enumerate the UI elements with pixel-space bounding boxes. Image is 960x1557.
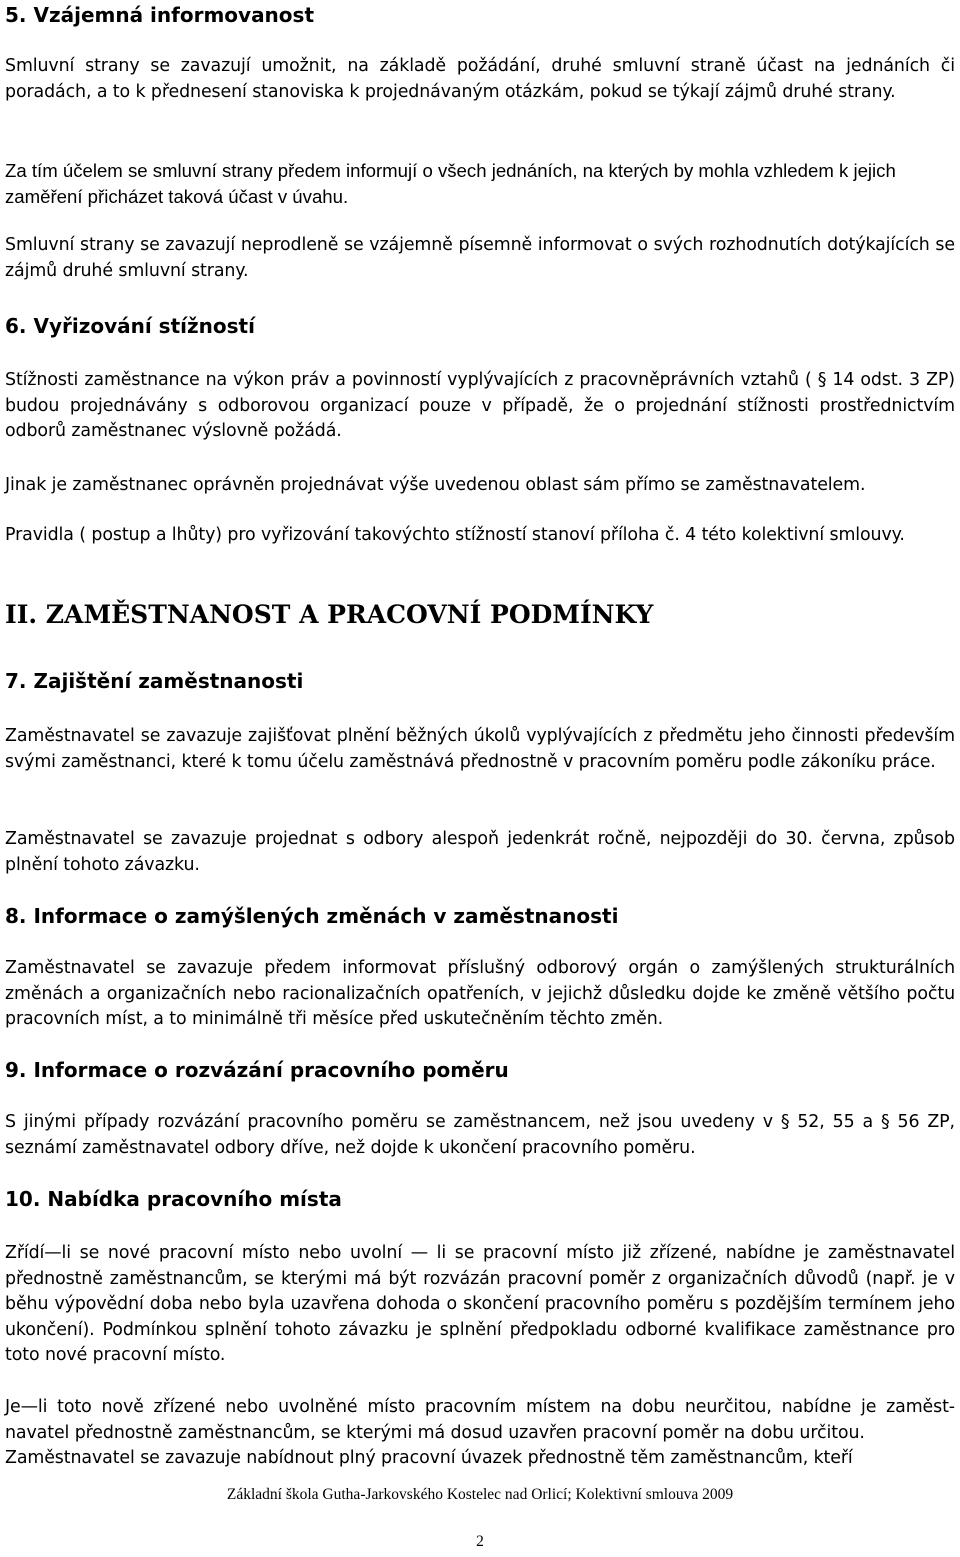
section-9-heading: 9. Informace o rozvázání pracovního poměru bbox=[5, 1058, 509, 1082]
section-7-paragraph-1: Zaměstnavatel se zavazuje zajišťovat plnění běžných úkolů vyplývajících z předmětu jeho činnosti především svými zaměstnanci, které k tomu účelu zaměstnává přednostně v pracovním poměru podle zákoníku práce. bbox=[5, 726, 955, 772]
section-6-paragraph-2: Jinak je zaměstnanec oprávněn projednávat výše uvedenou oblast sám přímo se zaměstnavatelem. bbox=[5, 475, 866, 495]
section-10-paragraph-1: Zřídí—li se nové pracovní místo nebo uvolní — li se pracovní místo již zřízené, nabídne je zaměstnavatel přednostně zaměstnancům, se kterými má být rozvázán pracovní poměr z organizačních důvodů (např. je v běhu výpovědní doba nebo byla uzavřena dohoda o skončení pracovního poměru s pozdějším termínem jeho ukončení). Podmínkou splnění tohoto závazku je splnění předpokladu odborné kvalifikace zaměstnance pro toto nové pracovní místo. bbox=[5, 1243, 955, 1366]
section-7-paragraph-2: Zaměstnavatel se zavazuje projednat s odbory alespoň jedenkrát ročně, nejpozději do 30. června, způsob plnění tohoto závazku. bbox=[5, 829, 955, 875]
section-10-paragraph-3: Zaměstnavatel se zavazuje nabídnout plný pracovní úvazek přednostně těm zaměstnancům, kteří bbox=[5, 1448, 853, 1468]
part-2-heading: II. ZAMĚSTNANOST A PRACOVNÍ PODMÍNKY bbox=[5, 600, 654, 629]
section-5-paragraph-3: Smluvní strany se zavazují neprodleně se vzájemně písemně informovat o svých rozhodnutích dotýkajících se zájmů druhé smluvní strany. bbox=[5, 235, 955, 281]
footer-title: Základní škola Gutha-Jarkovského Kostelec nad Orlicí; Kolektivní smlouva 2009 bbox=[226, 1486, 734, 1503]
section-8-paragraph-1: Zaměstnavatel se zavazuje předem informovat příslušný odborový orgán o zamýšlených strukturálních změnách a organizačních nebo racionalizačních opatřeních, v jejichž důsledku dojde ke změně většího počtu pracovních míst, a to minimálně tři měsíce před uskutečněním těchto změn. bbox=[5, 958, 955, 1030]
section-10-paragraph-2: Je—li toto nově zřízené nebo uvolněné místo pracovním místem na dobu neurčitou, nabídne je zaměst-navatel přednostně zaměstnancům, se kterými má dosud uzavřen pracovní poměr na dobu určitou. bbox=[5, 1397, 955, 1443]
section-5-heading: 5. Vzájemná informovanost bbox=[5, 3, 315, 27]
section-6-heading: 6. Vyřizování stížností bbox=[5, 314, 255, 338]
section-7-heading: 7. Zajištění zaměstnanosti bbox=[5, 669, 304, 693]
section-6-paragraph-1: Stížnosti zaměstnance na výkon práv a povinností vyplývajících z pracovněprávních vztahů ( § 14 odst. 3 ZP) budou projednávány s odborovou organizací pouze v případě, že o projednání stížnosti prostřednictvím odborů zaměstnanec výslovně požádá. bbox=[5, 370, 955, 442]
section-8-heading: 8. Informace o zamýšlených změnách v zaměstnanosti bbox=[5, 904, 619, 928]
page-number: 2 bbox=[476, 1533, 484, 1550]
section-6-paragraph-3: Pravidla ( postup a lhůty) pro vyřizování takovýchto stížností stanoví příloha č. 4 této kolektivní smlouvy. bbox=[5, 525, 905, 545]
section-5-paragraph-2: Za tím účelem se smluvní strany předem informují o všech jednáních, na kterých by mohla vzhledem k jejich zaměření přicházet taková účast v úvahu. bbox=[5, 160, 896, 207]
section-9-paragraph-1: S jinými případy rozvázání pracovního poměru se zaměstnancem, než jsou uvedeny v § 52, 55 a § 56 ZP, seznámí zaměstnavatel odbory dříve, než dojde k ukončení pracovního poměru. bbox=[5, 1112, 955, 1158]
section-5-paragraph-1: Smluvní strany se zavazují umožnit, na základě požádání, druhé smluvní straně účast na jednáních či poradách, a to k přednesení stanoviska k projednávaným otázkám, pokud se týkají zájmů druhé strany. bbox=[5, 56, 955, 102]
section-10-heading: 10. Nabídka pracovního místa bbox=[5, 1187, 342, 1211]
